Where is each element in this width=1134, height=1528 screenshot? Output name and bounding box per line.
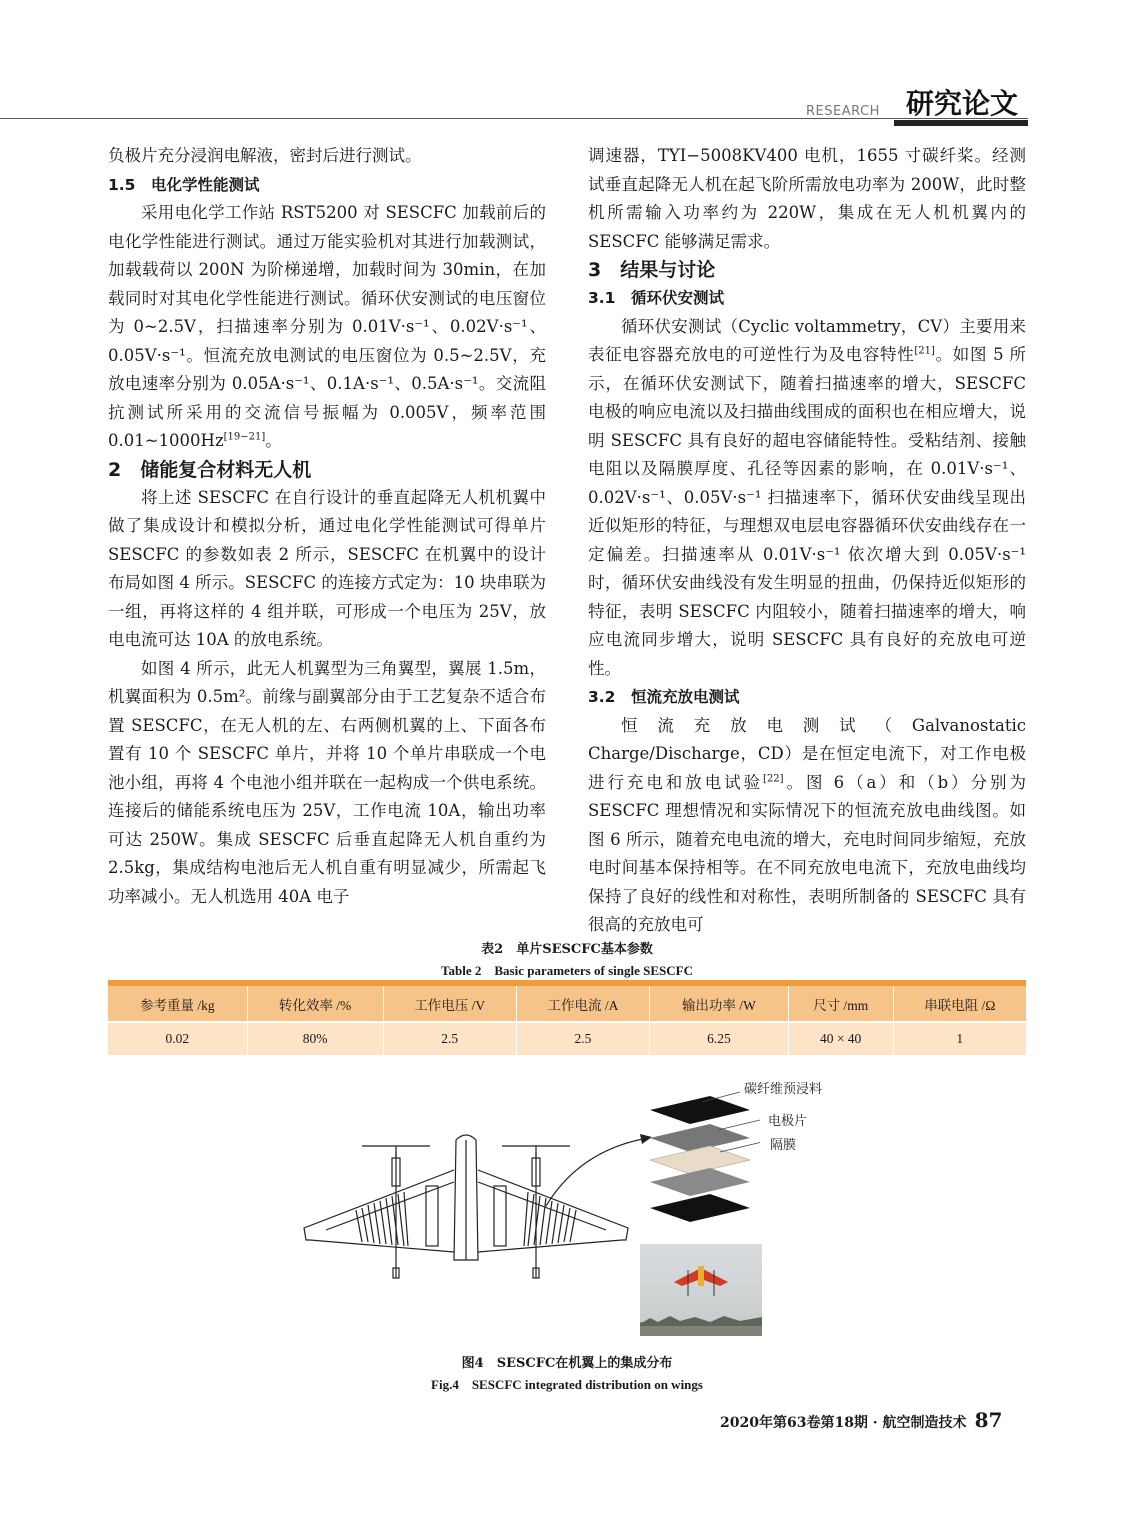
table-cell: 0.02 [108, 1022, 247, 1055]
table-header-cell: 串联电阻 /Ω [893, 986, 1026, 1022]
table-header-cell: 转化效率 /% [247, 986, 383, 1022]
right-paragraph-1: 调速器，TYI−5008KV400 电机，1655 寸碳纤桨。经测试垂直起降无人机在起飞阶所需放电功率为 200W，此时整机所需输入功率约为 220W，集成在无人机机翼内的 SESCFC 能够满足需求。 [588, 146, 1026, 251]
header-bar [894, 120, 1028, 126]
layer-stack-diagram [640, 1090, 760, 1240]
page-footer [720, 1408, 1002, 1432]
table-cell: 2.5 [383, 1022, 516, 1055]
table-caption-en: Table 2 Basic parameters of single SESCFC [441, 963, 693, 978]
table-header-row [108, 986, 1026, 1022]
left-paragraph-1: 负极片充分浸润电解液，密封后进行测试。 [108, 146, 422, 165]
label-electrode: 电极片 [768, 1114, 808, 1129]
table-cell: 1 [893, 1022, 1026, 1055]
left-paragraph-2: 采用电化学工作站 RST5200 对 SESCFC 加载前后的电化学性能进行测试。通过万能实验机对其进行加载测试，加载载荷以 200N 为阶梯递增，加载时间为 30min，在加载同时对其电化学性能进行测试。循环伏安测试的电压窗位为 0~2.5V，扫描速率分别为 0.01V·s⁻¹、0.02V·s⁻¹、0.05V·s⁻¹。恒流充放电测试的电压窗位为 0.5~2.5V，充放电速率分别为 0.05A·s⁻¹、0.1A·s⁻¹、0.5A·s⁻¹。交流阻抗测试所采用的交流信号振幅为 0.005V，频率范围 0.01~1000Hz[19−21]。 [108, 203, 546, 450]
table-header-cell: 工作电压 /V [383, 986, 516, 1022]
uav-photo [640, 1244, 762, 1336]
table-cell: 2.5 [516, 1022, 649, 1055]
parameter-table [108, 986, 1026, 1055]
label-carbon-prepreg: 碳纤维预浸料 [744, 1082, 823, 1097]
right-column [588, 142, 1026, 940]
heading-3-1: 3.1 循环伏安测试 [588, 289, 724, 307]
page-number: 87 [974, 1408, 1003, 1432]
heading-2: 2 储能复合材料无人机 [108, 458, 312, 481]
heading-3-2: 3.2 恒流充放电测试 [588, 688, 740, 706]
label-separator: 隔膜 [770, 1138, 797, 1153]
table-cell: 6.25 [650, 1022, 789, 1055]
right-paragraph-3: 恒流充放电测试（Galvanostatic Charge/Discharge，CD）是在恒定电流下，对工作电极进行充电和放电试验[22]。图 6（a）和（b）分别为 SESCFC 理想情况和实际情况下的恒流充放电曲线图。如图 6 所示，随着充电电流的增大，充电时间同步缩短，充放电时间基本保持相等。在不同充放电电流下，充放电曲线均保持了良好的线性和对称性，表明所制备的 SESCFC 具有很高的充放电可 [588, 715, 1026, 934]
table-row [108, 1022, 1026, 1055]
header-section-en: RESEARCH [806, 104, 880, 119]
left-paragraph-4: 如图 4 所示，此无人机翼型为三角翼型，翼展 1.5m，机翼面积为 0.5m²。前缘与副翼部分由于工艺复杂不适合布置 SESCFC，在无人机的左、右两侧机翼的上、下面各布置有 10 个 SESCFC 单片，并将 10 个单片串联成一个电池小组，再将 4 个电池小组并联在一起构成一个供电系统。连接后的储能系统电压为 25V，工作电流 10A，输出功率可达 250W。集成 SESCFC 后垂直起降无人机自重约为 2.5kg，集成结构电池后无人机自重有明显减少，所需起飞功率减小。无人机选用 40A 电子 [108, 658, 546, 906]
table-header-cell: 尺寸 /mm [788, 986, 893, 1022]
left-column [108, 142, 546, 911]
figure-caption-cn: 图4 SESCFC在机翼上的集成分布 [461, 1356, 673, 1371]
figure-caption-en: Fig.4 SESCFC integrated distribution on wings [431, 1377, 703, 1392]
table-header-cell: 输出功率 /W [650, 986, 789, 1022]
right-paragraph-2: 循环伏安测试（Cyclic voltammetry，CV）主要用来表征电容器充放电的可逆性行为及电容特性[21]。如图 5 所示，在循环伏安测试下，随着扫描速率的增大，SESCFC 电极的响应电流以及扫描曲线围成的面积也在相应增大，说明 SESCFC 具有良好的超电容储能特性。受粘结剂、接触电阻以及隔膜厚度、孔径等因素的影响，在 0.01V·s⁻¹、0.02V·s⁻¹、0.05V·s⁻¹ 扫描速率下，循环伏安曲线呈现出近似矩形的特征，与理想双电层电容器循环伏安曲线存在一定偏差。扫描速率从 0.01V·s⁻¹ 依次增大到 0.05V·s⁻¹ 时，循环伏安曲线没有发生明显的扭曲，仍保持近似矩形的特征，表明 SESCFC 内阻较小，随着扫描速率的增大，响应电流同步增大，说明 SESCFC 具有良好的充放电可逆性。 [588, 316, 1026, 678]
left-paragraph-3: 将上述 SESCFC 在自行设计的垂直起降无人机机翼中做了集成设计和模拟分析，通过电化学性能测试可得单片 SESCFC 的参数如表 2 所示，SESCFC 在机翼中的设计布局如图 4 所示。SESCFC 的连接方式定为：10 块串联为一组，再将这样的 4 组并联，可形成一个电压为 25V，放电电流可达 10A 的放电系统。 [108, 487, 546, 649]
table-header-cell: 参考重量 /kg [108, 986, 247, 1022]
heading-3: 3 结果与讨论 [588, 259, 716, 281]
footer-issue: 2020年第63卷第18期 · 航空制造技术 [720, 1415, 967, 1431]
table-cell: 40 × 40 [788, 1022, 893, 1055]
header-section-cn: 研究论文 [906, 87, 1019, 120]
table-caption-cn: 表2 单片SESCFC基本参数 [481, 942, 653, 957]
table-header-cell: 工作电流 /A [516, 986, 649, 1022]
table-cell: 80% [247, 1022, 383, 1055]
heading-1-5: 1.5 电化学性能测试 [108, 175, 260, 194]
